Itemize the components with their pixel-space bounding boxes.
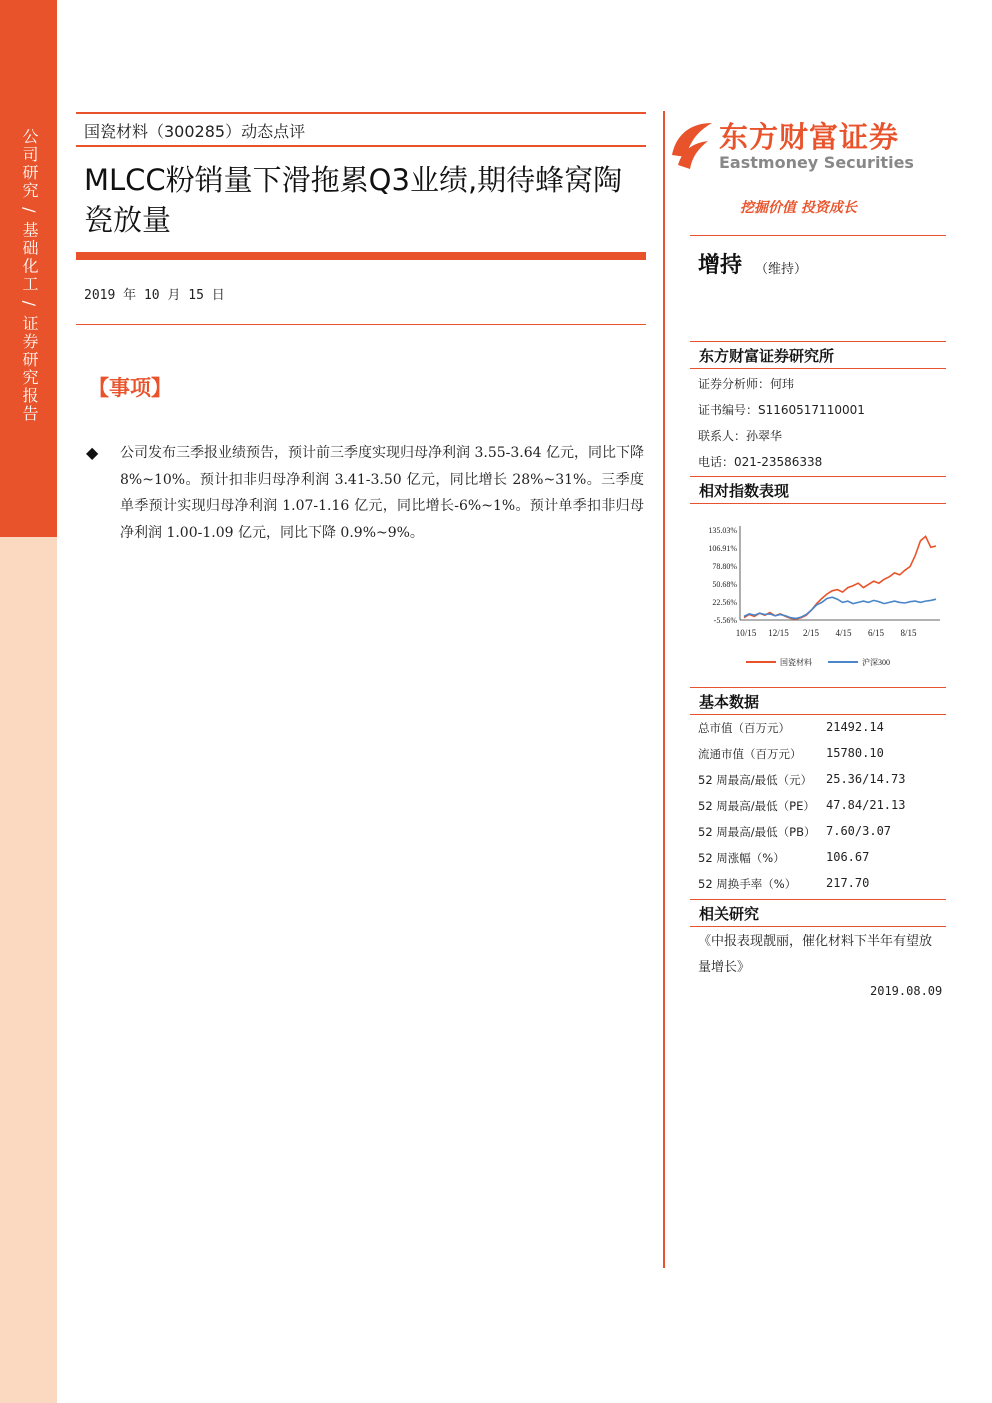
relative-performance-chart <box>688 518 950 668</box>
related-title: 相关研究 <box>699 905 760 923</box>
basic-row-label: 52 周最高/最低（PB） <box>698 825 816 839</box>
chart-rule-bottom <box>690 503 946 504</box>
rating-label: 增持 <box>698 253 743 278</box>
chart-x-tick-label: 6/15 <box>867 628 885 638</box>
phone: 电话：021-23586338 <box>698 455 823 469</box>
related-rule-top <box>690 899 946 900</box>
brand-name-cn: 东方财富证券 <box>719 120 900 154</box>
basic-row-value: 106.67 <box>826 850 870 864</box>
institute-rule-bottom <box>690 368 946 369</box>
basic-row-value: 217.70 <box>826 876 870 890</box>
basic-row-label: 52 周最高/最低（PE） <box>698 799 815 813</box>
basic-row-label: 52 周最高/最低（元） <box>698 773 813 787</box>
basic-rule-bottom <box>690 714 946 715</box>
slogan-rule <box>690 235 946 236</box>
chart-x-tick-label: 4/15 <box>835 628 852 638</box>
chart-x-tick-label: 12/15 <box>768 628 789 638</box>
basic-row-value: 47.84/21.13 <box>826 798 906 812</box>
header-rule-mid <box>76 145 646 147</box>
chart-series-line-0 <box>744 536 936 619</box>
chart-y-tick-label: 135.03% <box>708 526 737 535</box>
rating-note: （维持） <box>755 262 808 277</box>
institute-title: 东方财富证券研究所 <box>699 347 835 365</box>
contact: 联系人：孙翠华 <box>698 429 783 443</box>
basic-rule-top <box>690 687 946 688</box>
eastmoney-logo-icon <box>668 117 714 171</box>
basic-row-value: 7.60/3.07 <box>826 824 892 838</box>
related-rule-bottom <box>690 926 946 927</box>
page-title: MLCC粉销量下滑拖累Q3业绩,期待蜂窝陶瓷放量 <box>84 163 623 237</box>
institute-rule-top <box>690 341 946 342</box>
chart-y-tick-label: 78.80% <box>712 562 737 571</box>
chart-rule-top <box>690 476 946 477</box>
basic-row-label: 52 周涨幅（%） <box>698 851 785 865</box>
bullet-diamond-icon: ◆ <box>86 443 99 462</box>
event-heading: 【事项】 <box>88 375 172 400</box>
report-type: 国瓷材料（300285）动态点评 <box>84 122 306 141</box>
basic-row-label: 流通市值（百万元） <box>698 747 802 761</box>
chart-x-tick-label: 10/15 <box>735 628 757 638</box>
header-rule-top <box>76 112 646 114</box>
date-rule <box>76 324 646 325</box>
related-report-link[interactable]: 《中报表现靓丽，催化材料下半年有望放量增长》 <box>698 934 933 975</box>
brand-name-en: Eastmoney Securities <box>719 153 914 172</box>
brand-slogan: 挖掘价值 投资成长 <box>740 200 857 216</box>
chart-legend-label: 沪深300 <box>862 658 890 667</box>
title-bar <box>76 252 646 260</box>
chart-y-tick-label: 106.91% <box>708 544 737 553</box>
basic-row-value: 15780.10 <box>826 746 884 760</box>
chart-legend-label: 国瓷材料 <box>780 658 812 667</box>
event-text: 公司发布三季报业绩预告，预计前三季度实现归母净利润 3.55-3.64 亿元，同比下降 8%~10%。预计扣非归母净利润 3.41-3.50 亿元，同比增长 28%~31%。三季度单季预计实现归母净利润 1.07-1.16 亿元，同比增长-6%~1%。预计单季扣非归母净利润 1.00-1.09 亿元，同比下降 0.9%~9%。 <box>120 445 644 541</box>
basic-title: 基本数据 <box>699 693 760 711</box>
basic-row-label: 52 周换手率（%） <box>698 877 797 891</box>
basic-row-value: 25.36/14.73 <box>826 772 906 786</box>
chart-series-line-1 <box>744 597 936 618</box>
chart-section-title: 相对指数表现 <box>699 482 790 500</box>
column-divider <box>663 111 665 1268</box>
analyst: 证券分析师：何玮 <box>698 377 795 391</box>
chart-y-tick-label: -5.56% <box>713 616 737 625</box>
chart-y-tick-label: 50.68% <box>712 580 737 589</box>
report-date: 2019 年 10 月 15 日 <box>84 288 225 303</box>
chart-x-tick-label: 8/15 <box>900 628 917 638</box>
basic-row-value: 21492.14 <box>826 720 884 734</box>
chart-x-tick-label: 2/15 <box>802 628 820 638</box>
basic-row-label: 总市值（百万元） <box>698 721 790 735</box>
related-date: 2019.08.09 <box>870 984 943 998</box>
sidebar-label: 公司研究 / 基础化工 / 证券研究报告 <box>20 128 39 424</box>
chart-y-tick-label: 22.56% <box>712 598 737 607</box>
cert-number: 证书编号：S1160517110001 <box>698 403 865 417</box>
